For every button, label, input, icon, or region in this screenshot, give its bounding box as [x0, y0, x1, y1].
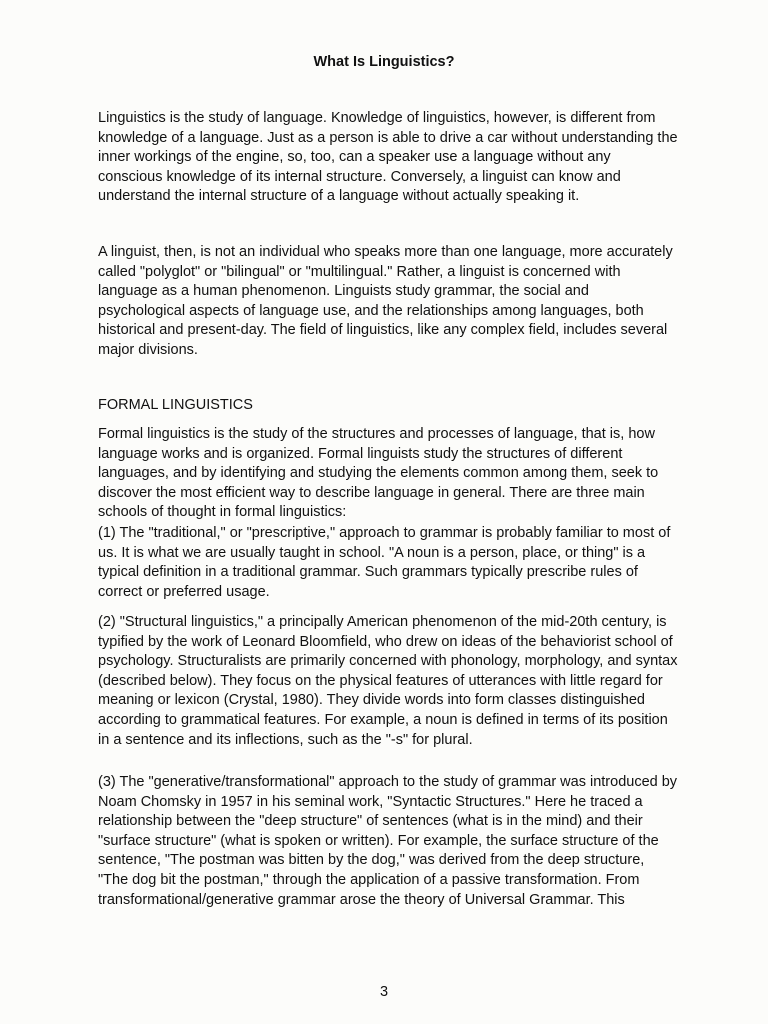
section-paragraph-overview: Formal linguistics is the study of the structures and processes of language, that is, how language works and is organized. Formal linguists study the structures of different languages, and by identifying and studying the elements common among them, seek to discover the most efficient way to describe language in general. There are three main schools of thought in formal linguistics: — [98, 426, 659, 521]
section-paragraph-generative: (3) The "generative/transformational" approach to the study of grammar was introduced by Noam Chomsky in 1957 in his seminal work, "Syntactic Structures." Here he traced a relationship between the "deep structure" of sentences (what is in the mind) and their "surface structure" (what is spoken or written). For example, the surface structure of the sentence, "The postman was bitten by the dog," was derived from the deep structure, "The dog bit the postman," through the application of a passive transformation. From transformational/generative grammar arose the theory of Universal Grammar. This — [98, 774, 678, 908]
section-paragraph-traditional: (1) The "traditional," or "prescriptive," approach to grammar is probably familiar to most of us. It is what we are usually taught in school. "A noun is a person, place, or thing" is a typical definition in a traditional grammar. Such grammars typically prescribe rules of correct or preferred usage. — [98, 525, 671, 600]
section-heading: FORMAL LINGUISTICS — [98, 397, 253, 413]
page-number: 3 — [379, 984, 389, 1000]
document-title: What Is Linguistics? — [313, 54, 455, 70]
intro-paragraph-1: Linguistics is the study of language. Knowledge of linguistics, however, is different from knowledge of a language. Just as a person is able to drive a car without understanding the inner workings of the engine, so, too, can a speaker use a language without any conscious knowledge of its internal structure. Conversely, a linguist can know and understand the internal structure of a language without actually speaking it. — [98, 110, 678, 205]
intro-paragraph-2: A linguist, then, is not an individual who speaks more than one language, more accurately called "polyglot" or "bilingual" or "multilingual." Rather, a linguist is concerned with language as a human phenomenon. Linguists study grammar, the social and psychological aspects of language use, and the relationships among languages, both historical and present-day. The field of linguistics, like any complex field, includes several major divisions. — [98, 244, 673, 358]
section-paragraph-structural: (2) "Structural linguistics," a principally American phenomenon of the mid-20th century, is typified by the work of Leonard Bloomfield, who drew on ideas of the behaviorist school of psychology. Structuralists are primarily concerned with phonology, morphology, and syntax (described below). They focus on the physical features of utterances with little regard for meaning or lexicon (Crystal, 1980). They divide words into form classes distinguished according to grammatical features. For example, a noun is defined in terms of its position in a sentence and its inflections, such as the "-s" for plural. — [98, 614, 678, 748]
